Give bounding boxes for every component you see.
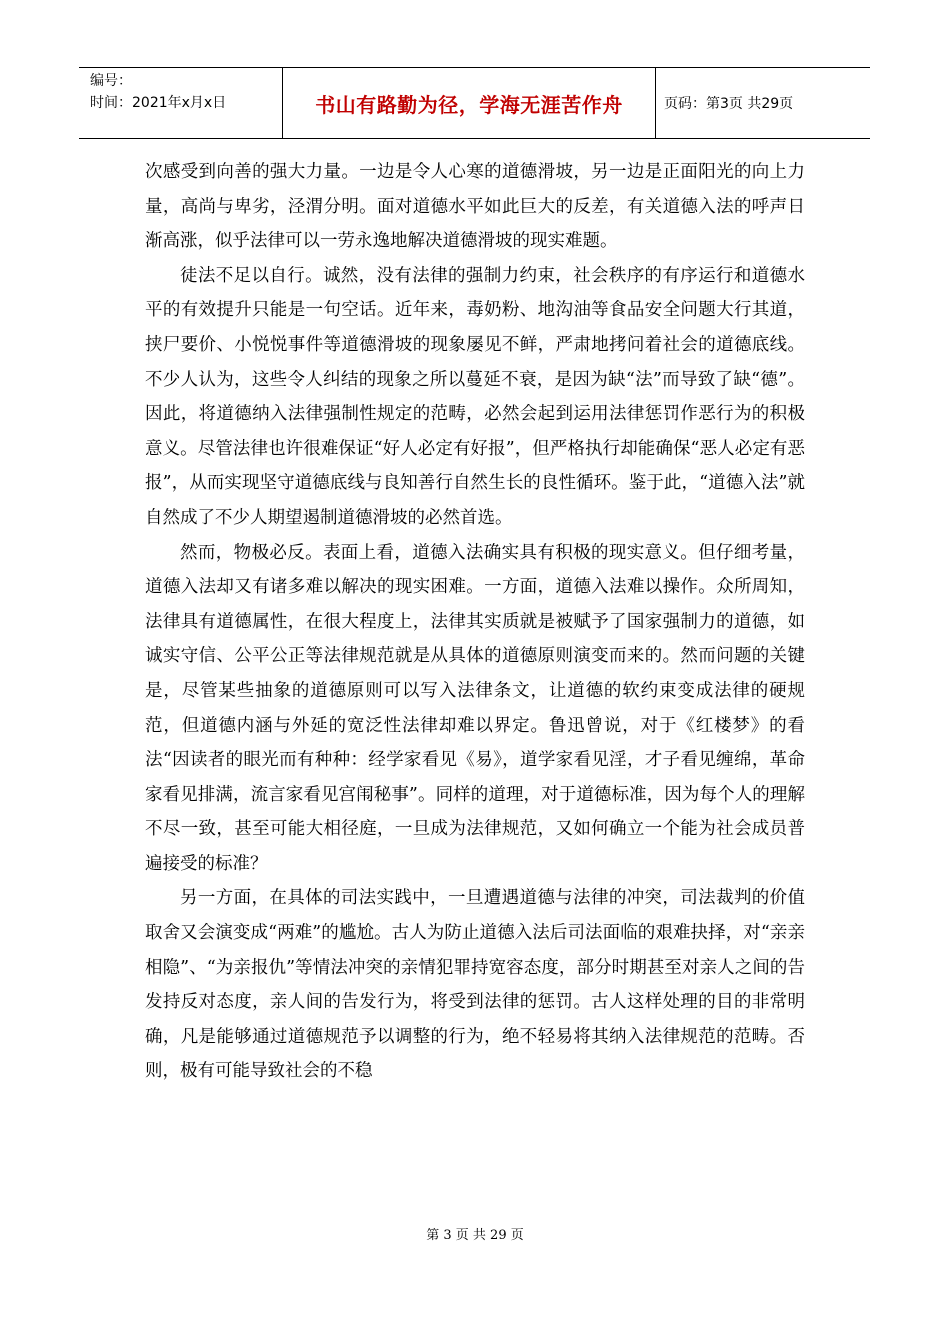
header-page-info: 页码：第3页 共29页 xyxy=(664,96,794,112)
paragraph: 另一方面，在具体的司法实践中，一旦遭遇道德与法律的冲突，司法裁判的价值取舍又会演变成“两难”的尴尬。古人为防止道德入法后司法面临的艰难抉择，对“亲亲相隐”、“为亲报仇”等情法冲突的亲情犯罪持宽容态度，部分时期甚至对亲人之间的告发持反对态度，亲人间的告发行为，将受到法律的惩罚。古人这样处理的目的非常明确，凡是能够通过道德规范予以调整的行为，绝不轻易将其纳入法律规范的范畴。否则，极有可能导致社会的不稳 xyxy=(145,888,805,1082)
paragraph: 徒法不足以自行。诚然，没有法律的强制力约束，社会秩序的有序运行和道德水平的有效提升只能是一句空话。近年来，毒奶粉、地沟油等食品安全问题大行其道，挟尸要价、小悦悦事件等道德滑坡的现象屡见不鲜，严肃地拷问着社会的道德底线。不少人认为，这些令人纠结的现象之所以蔓延不衰，是因为缺“法”而导致了缺“德”。因此，将道德纳入法律强制性规定的范畴，必然会起到运用法律惩罚作恶行为的积极意义。尽管法律也许很难保证“好人必定有好报”，但严格执行却能确保“恶人必定有恶报”，从而实现坚守道德底线与良知善行自然生长的良性循环。鉴于此，“道德入法”就自然成了不少人期望遏制道德滑坡的必然首选。 xyxy=(145,265,805,528)
header-motto: 书山有路勤为径，学海无涯苦作舟 xyxy=(283,68,656,138)
header-meta xyxy=(79,68,283,138)
document-body xyxy=(145,155,805,1089)
document-date: 时间：2021年x月x日 xyxy=(90,95,227,111)
paragraph: 次感受到向善的强大力量。一边是令人心寒的道德滑坡，另一边是正面阳光的向上力量，高尚与卑劣，泾渭分明。面对道德水平如此巨大的反差，有关道德入法的呼声日渐高涨，似乎法律可以一劳永逸地解决道德滑坡的现实难题。 xyxy=(145,162,805,252)
document-number-label: 编号： xyxy=(90,73,132,89)
page-footer: 第 3 页 共 29 页 xyxy=(426,1228,524,1243)
page-header xyxy=(79,67,870,139)
paragraph: 然而，物极必反。表面上看，道德入法确实具有积极的现实意义。但仔细考量，道德入法却又有诸多难以解决的现实困难。一方面，道德入法难以操作。众所周知，法律具有道德属性，在很大程度上，法律其实质就是被赋予了国家强制力的道德，如诚实守信、公平公正等法律规范就是从具体的道德原则演变而来的。然而问题的关键是，尽管某些抽象的道德原则可以写入法律条文，让道德的软约束变成法律的硬规范，但道德内涵与外延的宽泛性法律却难以界定。鲁迅曾说，对于《红楼梦》的看法“因读者的眼光而有种种：经学家看见《易》，道学家看见淫，才子看见缠绵，革命家看见排满，流言家看见宫闱秘事”。同样的道理，对于道德标准，因为每个人的理解不尽一致，甚至可能大相径庭，一旦成为法律规范，又如何确立一个能为社会成员普遍接受的标准？ xyxy=(145,542,805,874)
